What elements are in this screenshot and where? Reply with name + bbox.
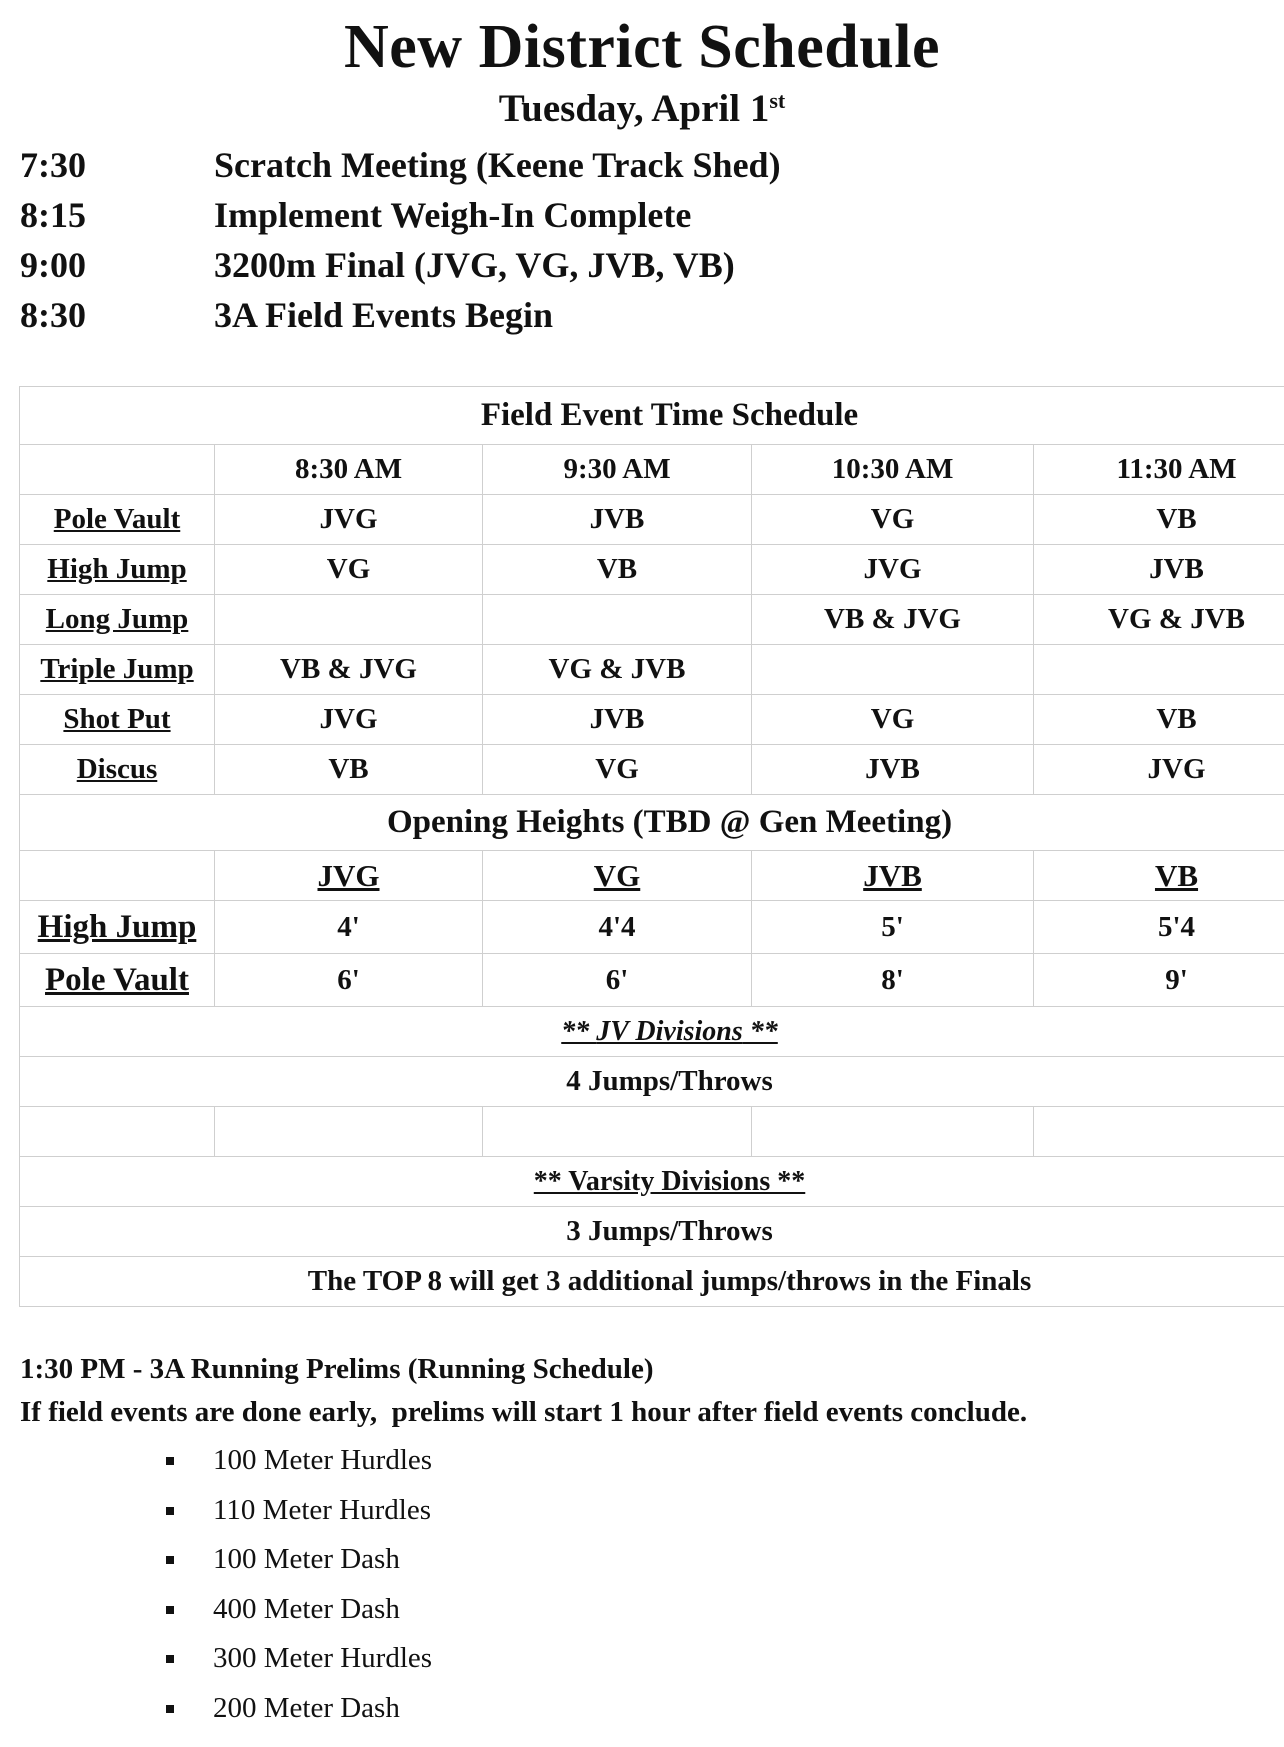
empty-cell	[20, 1107, 215, 1157]
height-cell: 6'	[483, 954, 752, 1007]
heights-title: Opening Heights (TBD @ Gen Meeting)	[20, 795, 1284, 851]
table-row	[20, 745, 1284, 795]
jv-attempts-row	[20, 1057, 1284, 1107]
empty-cell	[483, 1107, 752, 1157]
height-cell: 4'	[215, 901, 483, 954]
heights-title-row	[20, 795, 1284, 851]
slot-cell: VG	[215, 545, 483, 595]
jv-divisions-heading	[20, 1007, 1284, 1057]
varsity-heading-row	[20, 1157, 1284, 1207]
list-item: 100 Meter Dash	[160, 1535, 432, 1585]
empty-cell	[1034, 1107, 1284, 1157]
event-label: Pole Vault	[20, 495, 215, 545]
field-table-title: Field Event Time Schedule	[20, 387, 1284, 445]
table-row	[20, 901, 1284, 954]
time-header-row	[20, 445, 1284, 495]
list-item: 100 Meter Hurdles	[160, 1436, 432, 1486]
jv-heading-post: **	[742, 1015, 778, 1047]
slot-cell	[1034, 645, 1284, 695]
height-cell: 4'4	[483, 901, 752, 954]
table-row	[20, 695, 1284, 745]
empty-cell	[215, 1107, 483, 1157]
slot-cell: VG	[483, 745, 752, 795]
early-start-note: If field events are done early, prelims will start 1 hour after field events conclude.	[20, 1396, 1028, 1428]
field-event-table	[19, 386, 1284, 1307]
empty-cell	[752, 1107, 1034, 1157]
slot-cell: JVG	[215, 695, 483, 745]
slot-cell: VG	[752, 695, 1034, 745]
event-label: Pole Vault	[20, 954, 215, 1007]
event-label: High Jump	[20, 545, 215, 595]
height-cell: 5'4	[1034, 901, 1284, 954]
slot-cell: JVG	[215, 495, 483, 545]
event-label: Shot Put	[20, 695, 215, 745]
jv-heading-label: JV Divisions	[596, 1015, 743, 1047]
schedule-event: Implement Weigh-In Complete	[214, 195, 692, 235]
list-item: 400 Meter Dash	[160, 1585, 432, 1635]
schedule-event: 3200m Final (JVG, VG, JVB, VB)	[214, 245, 735, 285]
date-subtitle	[0, 86, 1284, 131]
event-label: Long Jump	[20, 595, 215, 645]
schedule-row	[20, 240, 735, 290]
height-cell: 8'	[752, 954, 1034, 1007]
event-label: Triple Jump	[20, 645, 215, 695]
schedule-time: 8:15	[20, 195, 86, 235]
division-header: JVG	[215, 851, 483, 901]
list-item: 110 Meter Hurdles	[160, 1486, 432, 1536]
list-item: 300 Meter Hurdles	[160, 1634, 432, 1684]
running-events-list	[160, 1436, 432, 1734]
division-header: VG	[483, 851, 752, 901]
height-cell: 5'	[752, 901, 1034, 954]
schedule-event: 3A Field Events Begin	[214, 295, 554, 335]
table-row	[20, 645, 1284, 695]
jv-attempts: 4 Jumps/Throws	[20, 1057, 1284, 1107]
empty-cell	[20, 445, 215, 495]
varsity-attempts: 3 Jumps/Throws	[20, 1207, 1284, 1257]
time-header: 8:30 AM	[215, 445, 483, 495]
slot-cell: VG & JVB	[1034, 595, 1284, 645]
event-label: High Jump	[20, 901, 215, 954]
slot-cell: JVG	[752, 545, 1034, 595]
slot-cell: VG & JVB	[483, 645, 752, 695]
division-header: VB	[1034, 851, 1284, 901]
table-row	[20, 595, 1284, 645]
slot-cell: VB & JVG	[215, 645, 483, 695]
slot-cell: VG	[752, 495, 1034, 545]
slot-cell: JVG	[1034, 745, 1284, 795]
list-item: 200 Meter Dash	[160, 1684, 432, 1734]
date-suffix: st	[769, 88, 786, 113]
schedule-row	[20, 140, 781, 190]
time-header: 9:30 AM	[483, 445, 752, 495]
table-title-row	[20, 387, 1284, 445]
empty-row	[20, 1107, 1284, 1157]
slot-cell: VB & JVG	[752, 595, 1034, 645]
jv-heading-pre: **	[561, 1015, 597, 1047]
slot-cell: VB	[1034, 495, 1284, 545]
schedule-time: 8:30	[20, 295, 86, 335]
schedule-row	[20, 190, 691, 240]
finals-note-row	[20, 1257, 1284, 1307]
division-header: JVB	[752, 851, 1034, 901]
running-prelims-line: 1:30 PM - 3A Running Prelims (Running Schedule)	[20, 1353, 654, 1385]
division-header-row	[20, 851, 1284, 901]
empty-cell	[20, 851, 215, 901]
slot-cell: JVB	[483, 695, 752, 745]
schedule-time: 7:30	[20, 145, 86, 185]
varsity-heading-text: ** Varsity Divisions **	[533, 1165, 806, 1197]
slot-cell	[215, 595, 483, 645]
finals-note: The TOP 8 will get 3 additional jumps/throws in the Finals	[20, 1257, 1284, 1307]
slot-cell: JVB	[1034, 545, 1284, 595]
jv-heading-row	[20, 1007, 1284, 1057]
height-cell: 9'	[1034, 954, 1284, 1007]
time-header: 10:30 AM	[752, 445, 1034, 495]
page-title: New District Schedule	[344, 13, 940, 81]
table-row	[20, 545, 1284, 595]
slot-cell: VB	[1034, 695, 1284, 745]
schedule-row	[20, 290, 553, 340]
slot-cell	[752, 645, 1034, 695]
height-cell: 6'	[215, 954, 483, 1007]
varsity-divisions-heading	[20, 1157, 1284, 1207]
time-header: 11:30 AM	[1034, 445, 1284, 495]
jv-heading-text	[561, 1016, 778, 1047]
schedule-time: 9:00	[20, 245, 86, 285]
slot-cell: JVB	[483, 495, 752, 545]
slot-cell: VB	[215, 745, 483, 795]
slot-cell: VB	[483, 545, 752, 595]
slot-cell	[483, 595, 752, 645]
event-label: Discus	[20, 745, 215, 795]
varsity-attempts-row	[20, 1207, 1284, 1257]
slot-cell: JVB	[752, 745, 1034, 795]
table-row	[20, 954, 1284, 1007]
date-text: Tuesday, April 1	[498, 87, 770, 130]
schedule-event: Scratch Meeting (Keene Track Shed)	[214, 145, 781, 185]
table-row	[20, 495, 1284, 545]
